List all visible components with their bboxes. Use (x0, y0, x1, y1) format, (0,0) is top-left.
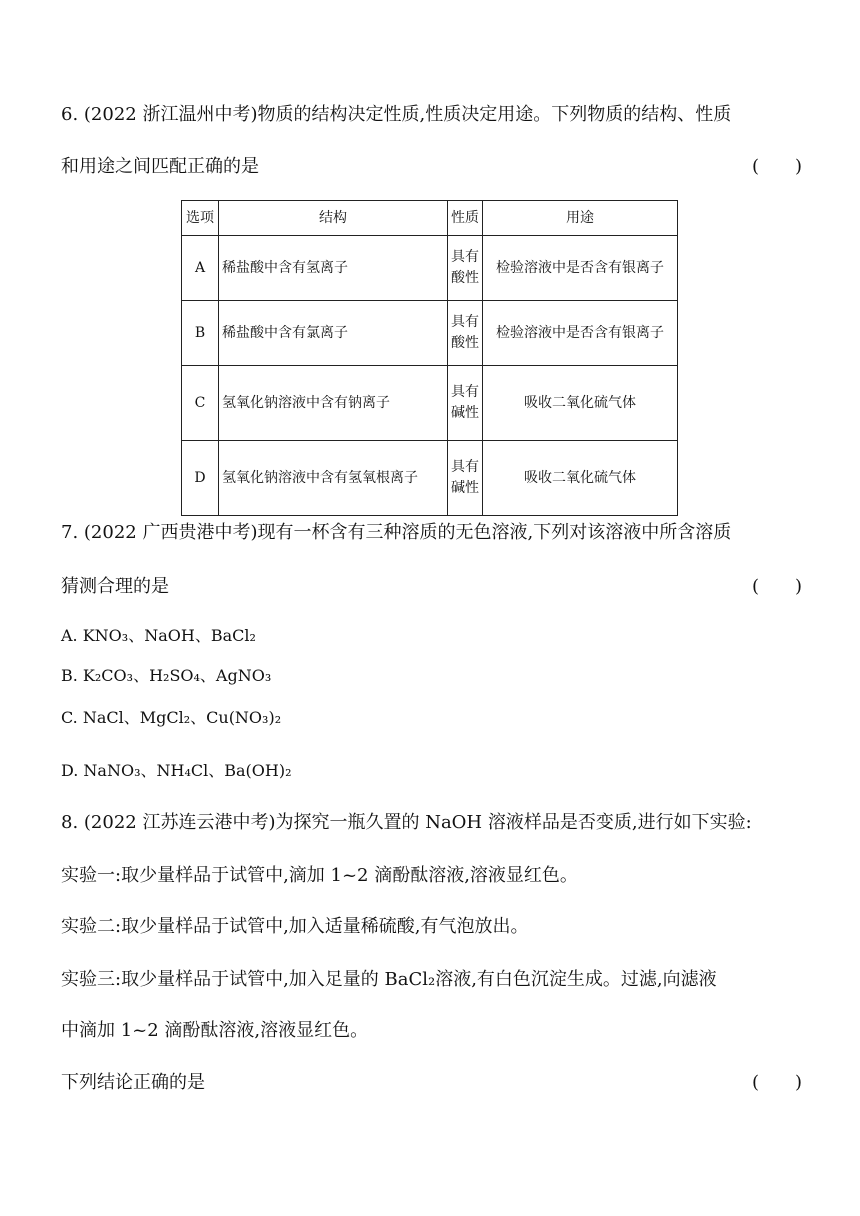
table-row (182, 301, 678, 366)
table-row (182, 441, 678, 516)
cell-property: 具有酸性 (448, 301, 483, 366)
cell-use: 吸收二氧化硫气体 (483, 441, 678, 516)
q8-experiment-3-line2: 中滴加 1~2 滴酚酞溶液,溶液显红色。 (61, 1020, 369, 1041)
header-structure: 结构 (219, 201, 448, 236)
header-option: 选项 (182, 201, 219, 236)
q7-option-c: C. NaCl、MgCl₂、Cu(NO₃)₂ (61, 708, 282, 727)
q7-option-b: B. K₂CO₃、H₂SO₄、AgNO₃ (61, 666, 272, 685)
table-header-row (182, 201, 678, 236)
q6-stem-line1: 6. (2022 浙江温州中考)物质的结构决定性质,性质决定用途。下列物质的结构、性质 (61, 104, 732, 125)
q8-answer-paren: ( ) (751, 1072, 802, 1093)
cell-option: C (182, 366, 219, 441)
table-row (182, 366, 678, 441)
cell-option: B (182, 301, 219, 366)
table-row (182, 236, 678, 301)
cell-structure: 氢氧化钠溶液中含有钠离子 (219, 366, 448, 441)
cell-property: 具有碱性 (448, 441, 483, 516)
cell-structure: 稀盐酸中含有氢离子 (219, 236, 448, 301)
q6-options-table (181, 200, 678, 516)
cell-option: A (182, 236, 219, 301)
cell-structure: 氢氧化钠溶液中含有氢氧根离子 (219, 441, 448, 516)
cell-use: 检验溶液中是否含有银离子 (483, 236, 678, 301)
cell-option: D (182, 441, 219, 516)
cell-use: 检验溶液中是否含有银离子 (483, 301, 678, 366)
q8-experiment-2: 实验二:取少量样品于试管中,加入适量稀硫酸,有气泡放出。 (61, 916, 529, 937)
q8-conclusion-prompt: 下列结论正确的是 (61, 1072, 205, 1093)
header-property: 性质 (448, 201, 483, 236)
q7-answer-paren: ( ) (751, 576, 802, 597)
cell-structure: 稀盐酸中含有氯离子 (219, 301, 448, 366)
q8-experiment-1: 实验一:取少量样品于试管中,滴加 1~2 滴酚酞溶液,溶液显红色。 (61, 865, 578, 886)
cell-use: 吸收二氧化硫气体 (483, 366, 678, 441)
q7-stem-line1: 7. (2022 广西贵港中考)现有一杯含有三种溶质的无色溶液,下列对该溶液中所含溶质 (61, 522, 732, 543)
cell-property: 具有酸性 (448, 236, 483, 301)
q6-stem-line2: 和用途之间匹配正确的是 (61, 156, 259, 177)
q7-option-a: A. KNO₃、NaOH、BaCl₂ (61, 626, 256, 645)
cell-property: 具有碱性 (448, 366, 483, 441)
q8-experiment-3-line1: 实验三:取少量样品于试管中,加入足量的 BaCl₂溶液,有白色沉淀生成。过滤,向滤液 (61, 969, 717, 990)
q7-stem-line2: 猜测合理的是 (61, 576, 169, 597)
q6-answer-paren: ( ) (751, 156, 802, 177)
header-use: 用途 (483, 201, 678, 236)
q8-stem: 8. (2022 江苏连云港中考)为探究一瓶久置的 NaOH 溶液样品是否变质,进行如下实验: (61, 812, 752, 833)
q7-option-d: D. NaNO₃、NH₄Cl、Ba(OH)₂ (61, 761, 292, 780)
